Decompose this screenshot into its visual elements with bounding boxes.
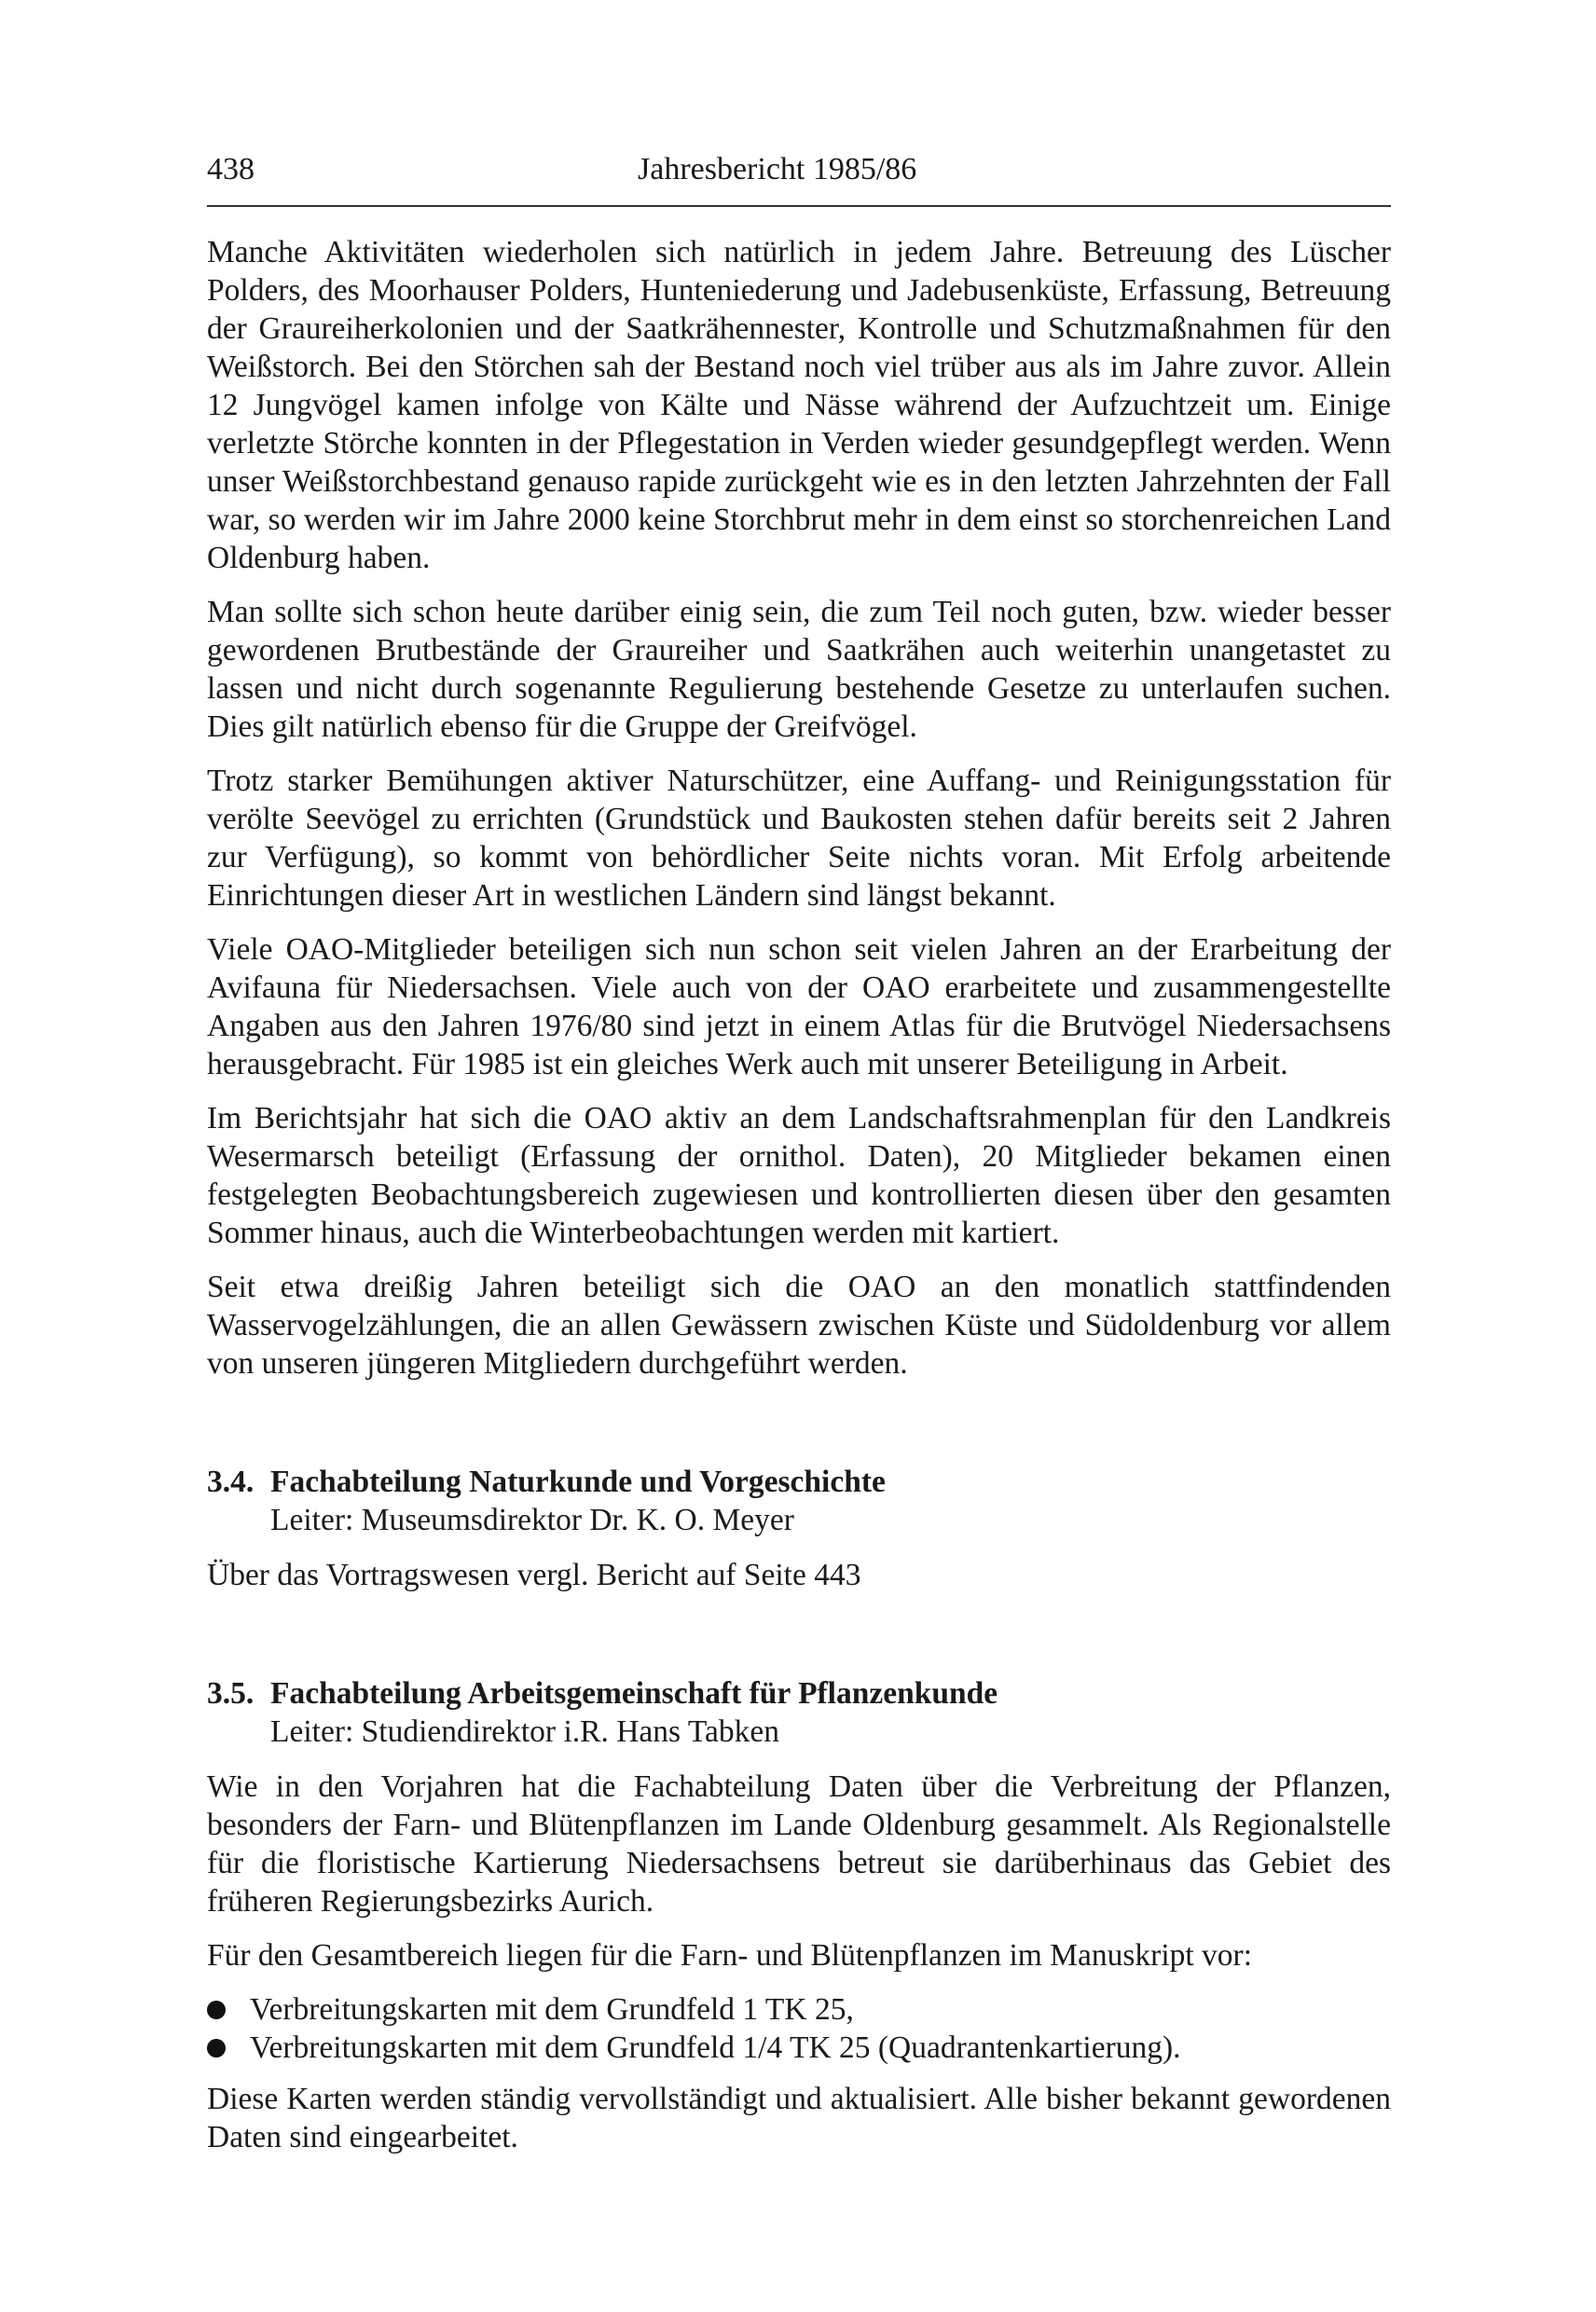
bullet-list [207,1990,1391,2067]
section-3-5 [207,1674,1391,2156]
paragraph: Über das Vortragswesen vergl. Bericht auf Seite 443 [207,1558,861,1592]
section-leader: Leiter: Museumsdirektor Dr. K. O. Meyer [270,1503,794,1537]
section-number: 3.5. [207,1676,255,1711]
page-header [207,149,1391,207]
section-number: 3.4. [207,1465,255,1499]
running-head: Jahresbericht 1985/86 [638,152,917,186]
paragraph: Für den Gesamtbereich liegen für die Farn- und Blütenpflanzen im Manuskript vor: [207,1938,1253,1973]
list-item-text: Verbreitungskarten mit dem Grundfeld 1/4 TK 25 (Quadrantenkartierung). [250,2030,1181,2065]
list-item-text: Verbreitungskarten mit dem Grundfeld 1 TK 25, [250,1992,854,2027]
bullet-icon [207,2039,226,2057]
section-heading [207,1463,1391,1501]
section-3-4 [207,1463,1391,1594]
page-content [207,233,1391,2156]
paragraph: Man sollte sich schon heute darüber einig sein, die zum Teil noch guten, bzw. wieder besser gewordenen Brutbestände der Graureiher und Saatkrähen auch weiterhin unangetastet zu lassen und nicht durch sogenannte Regulierung bestehende Gesetze zu unterlaufen suchen. Dies gilt natürlich ebenso für die Gruppe der Greifvögel. [207,595,1391,744]
list-item [207,2029,1391,2067]
document-page [207,149,1391,2172]
paragraph: Trotz starker Bemühungen aktiver Naturschützer, eine Auffang- und Reinigungsstation für verölte Seevögel zu errichten (Grundstück und Baukosten stehen dafür bereits seit 2 Jahren zur Verfügung), so kommt von behördlicher Seite nichts voran. Mit Erfolg arbeitende Einrichtungen dieser Art in westlichen Ländern sind längst bekannt. [207,764,1391,913]
paragraph: Manche Aktivitäten wiederholen sich natürlich in jedem Jahre. Betreuung des Lüscher Polders, des Moorhauser Polders, Hunteniederung und Jadebusenküste, Erfassung, Betreuung der Graureiherkolonien und der Saatkrähennester, Kontrolle und Schutzmaßnahmen für den Weißstorch. Bei den Störchen sah der Bestand noch viel trüber aus als im Jahre zuvor. Allein 12 Jungvögel kamen infolge von Kälte und Nässe während der Aufzuchtzeit um. Einige verletzte Störche konnten in der Pflegestation in Verden wieder gesundgepflegt werden. Wenn unser Weißstorchbestand genauso rapide zurückgeht wie es in den letzten Jahrzehnten der Fall war, so werden wir im Jahre 2000 keine Storchbrut mehr in dem einst so storchenreichen Land Oldenburg haben. [207,235,1391,575]
paragraph: Wie in den Vorjahren hat die Fachabteilung Daten über die Verbreitung der Pflanzen, besonders der Farn- und Blütenpflanzen im Lande Oldenburg gesammelt. Als Regionalstelle für die floristische Kartierung Niedersachsens betreut sie darüberhinaus das Gebiet des früheren Regierungsbezirks Aurich. [207,1769,1391,1919]
section-leader: Leiter: Studiendirektor i.R. Hans Tabken [270,1714,779,1749]
page-number: 438 [207,152,255,186]
bullet-icon [207,2001,226,2019]
section-title: Fachabteilung Naturkunde und Vorgeschichte [270,1465,886,1499]
section-heading [207,1674,1391,1713]
paragraph: Diese Karten werden ständig vervollständigt und aktualisiert. Alle bisher bekannt gewordenen Daten sind eingearbeitet. [207,2082,1391,2154]
list-item [207,1990,1391,2029]
paragraph: Seit etwa dreißig Jahren beteiligt sich die OAO an den monatlich stattfindenden Wasservogelzählungen, die an allen Gewässern zwischen Küste und Südoldenburg vor allem von unseren jüngeren Mitgliedern durchgeführt werden. [207,1270,1391,1381]
section-title: Fachabteilung Arbeitsgemeinschaft für Pflanzenkunde [270,1676,998,1711]
paragraph: Viele OAO-Mitglieder beteiligen sich nun schon seit vielen Jahren an der Erarbeitung der Avifauna für Niedersachsen. Viele auch von der OAO erarbeitete und zusammengestellte Angaben aus den Jahren 1976/80 sind jetzt in einem Atlas für die Brutvögel Niedersachsens herausgebracht. Für 1985 ist ein gleiches Werk auch mit unserer Beteiligung in Arbeit. [207,932,1391,1081]
paragraph: Im Berichtsjahr hat sich die OAO aktiv an dem Landschaftsrahmenplan für den Landkreis Wesermarsch beteiligt (Erfassung der ornithol. Daten), 20 Mitglieder bekamen einen festgelegten Beobachtungsbereich zugewiesen und kontrollierten diesen über den gesamten Sommer hinaus, auch die Winterbeobachtungen werden mit kartiert. [207,1101,1391,1250]
